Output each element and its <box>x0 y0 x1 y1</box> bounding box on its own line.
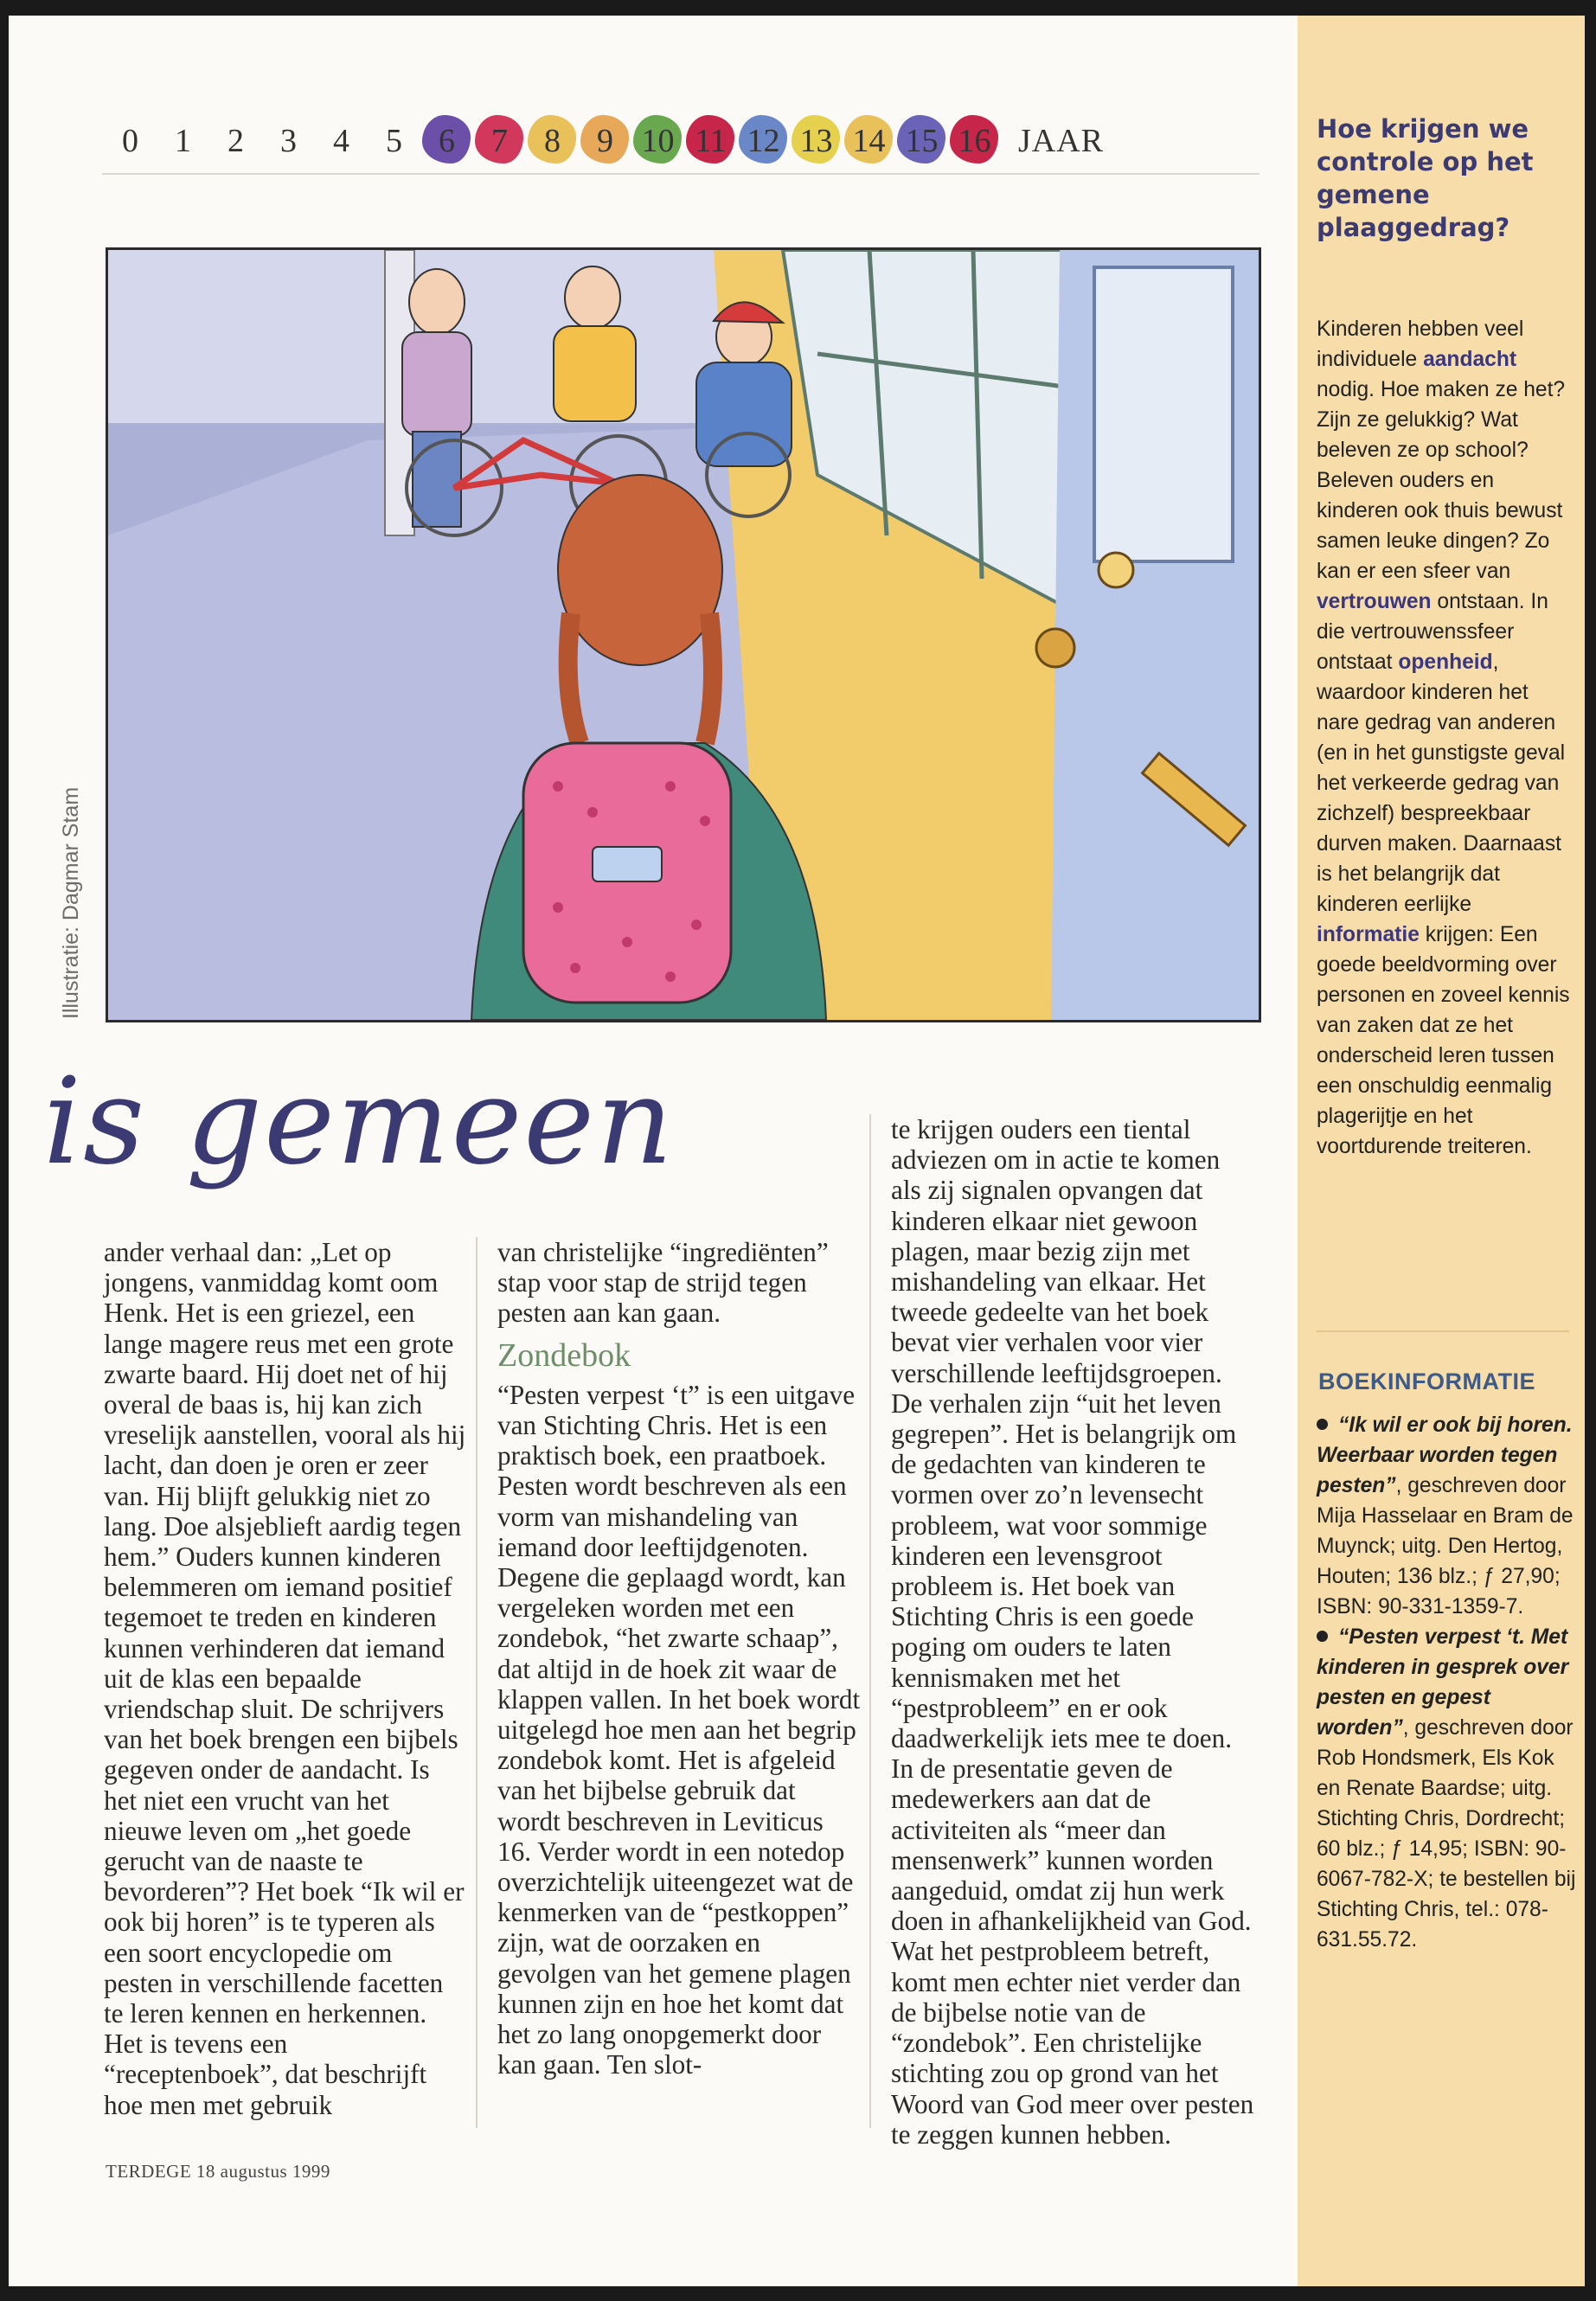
age-number <box>315 122 368 160</box>
age-number <box>895 122 948 160</box>
age-number <box>368 122 420 160</box>
book-list <box>1317 1410 1578 1955</box>
article-column-1 <box>104 1237 467 2120</box>
age-number-label: 5 <box>386 123 402 159</box>
age-number <box>737 122 790 160</box>
age-number-label: 10 <box>641 123 675 159</box>
subheading: Zondebok <box>497 1336 631 1374</box>
age-scale-rule <box>102 173 1259 175</box>
age-number <box>579 122 631 160</box>
age-number-label: 3 <box>280 123 297 159</box>
sidebar-text: krijgen: Een goede beeldvorming over personen en zoveel kennis van zaken dat ze het onderscheid leren tussen een onschuldig eenmalig plagerijtje en het voortdurende treiteren. <box>1317 923 1570 1158</box>
age-number-label: 4 <box>333 123 349 159</box>
highlight-term: informatie <box>1317 923 1420 946</box>
headline: is gemeen <box>43 1052 675 1191</box>
book-title: “Ik wil er ook bij horen. Weerbaar worden tegen pesten” <box>1317 1413 1573 1497</box>
column-divider <box>476 1237 478 2128</box>
age-unit-label: JAAR <box>1018 123 1105 159</box>
age-number <box>526 122 579 160</box>
article-column-2 <box>497 1237 861 2080</box>
book-details: , geschreven door Rob Hondsmerk, Els Kok en Renate Baardse; uitg. Stichting Chris, Dordrecht; 60 blz.; ƒ 14,95; ISBN: 90-6067-782-X; te bestellen bij Stichting Chris, tel.: 078-631.55.72. <box>1317 1716 1576 1952</box>
age-number <box>631 122 684 160</box>
sidebar-text: nodig. Hoe maken ze het? Zijn ze gelukkig? Wat beleven ze op school? Beleven ouders en kinderen ook thuis bewust samen leuke dingen? Zo kan er een sfeer van <box>1317 378 1566 583</box>
book-details: , geschreven door Mija Hasselaar en Bram de Muynck; uitg. Den Hertog, Houten; 136 blz.; ƒ 27,90; ISBN: 90-331-1359-7. <box>1317 1474 1574 1618</box>
column-text: van christelijke “ingrediënten” stap voor stap de strijd tegen pesten aan kan gaan. <box>497 1237 829 1329</box>
bullet-icon <box>1317 1419 1328 1430</box>
age-number <box>420 122 473 160</box>
book-entry <box>1317 1622 1578 1955</box>
age-number <box>790 122 843 160</box>
sidebar-text: , waardoor kinderen het nare gedrag van anderen (en in het gunstigste geval het verkeerde gedrag van zichzelf) bespreekbaar durven maken. Daarnaast is het belangrijk dat kinderen eerlijke <box>1317 651 1566 916</box>
age-number-label: 2 <box>228 123 244 159</box>
highlight-term: aandacht <box>1423 348 1517 371</box>
book-entry <box>1317 1410 1578 1622</box>
age-number <box>209 122 262 160</box>
publication-footer: TERDEGE 18 augustus 1999 <box>106 2161 330 2182</box>
age-number <box>684 122 737 160</box>
age-number <box>473 122 526 160</box>
age-number <box>157 122 209 160</box>
age-number-label: 6 <box>439 123 455 159</box>
article-column-3 <box>891 1114 1254 2150</box>
age-number <box>843 122 895 160</box>
sidebar-text: ontstaan. In die vertrouwenssfeer ontstaat <box>1317 590 1548 674</box>
age-number-label: 12 <box>747 123 780 159</box>
age-number <box>948 122 1001 160</box>
column-text: “Pesten verpest ‘t” is een uitgave van Stichting Chris. Het is een praktisch boek, een praatboek. Pesten wordt beschreven als een vorm van mishandeling van iemand door leeftijdgenoten. Degene die geplaagd wordt, kan vergeleken worden met een zondebok, “het zwarte schaap”, dat altijd in de hoek zit waar de klappen vallen. In het boek wordt uitgelegd hoe men aan het begrip zondebok komt. Het is afgeleid van het bijbelse gebruik dat wordt beschreven in Leviticus 16. Verder wordt in een notedop overzichtelijk uiteengezet wat de kenmerken van de “pestkoppen” zijn, wat de oorzaken en gevolgen van het gemene plagen kunnen zijn en hoe het komt dat het zo lang onopgemerkt door kan gaan. Ten slot- <box>497 1379 861 2080</box>
age-number <box>262 122 315 160</box>
magazine-page <box>9 16 1585 2286</box>
sidebar <box>1298 16 1585 2286</box>
age-number-label: 13 <box>799 123 833 159</box>
illustration <box>106 247 1261 1022</box>
bullet-icon <box>1317 1631 1328 1642</box>
sidebar-body <box>1317 314 1576 1162</box>
age-scale <box>104 111 1246 171</box>
illustration-drawing <box>108 250 1259 1020</box>
age-number-label: 0 <box>122 123 138 159</box>
age-number-label: 1 <box>175 123 191 159</box>
age-number-label: 16 <box>958 123 991 159</box>
sidebar-title: Hoe krijgen we controle op het gemene plaaggedrag? <box>1317 114 1534 242</box>
book-info-heading: BOEKINFORMATIE <box>1318 1368 1535 1394</box>
highlight-term: vertrouwen <box>1317 590 1432 613</box>
column-divider <box>869 1114 871 2128</box>
age-number-label: 9 <box>597 123 613 159</box>
highlight-term: openheid <box>1398 651 1493 674</box>
sidebar-divider <box>1317 1330 1569 1332</box>
age-number-label: 14 <box>852 123 886 159</box>
age-number <box>104 122 157 160</box>
age-number-label: 11 <box>695 123 727 159</box>
age-number-label: 8 <box>544 123 561 159</box>
column-text: te krijgen ouders een tiental adviezen om in actie te komen als zij signalen opvangen dat kinderen elkaar niet gewoon plagen, maar bezig zijn met mishandeling van elkaar. Het tweede gedeelte van het boek bevat vier verhalen voor vier verschillende leeftijdsgroepen. De verhalen zijn “uit het leven gegrepen”. Het is belangrijk om de gedachten van kinderen te vormen over zo’n levensecht probleem, wat voor sommige kinderen een levensgroot probleem is. Het boek van Stichting Chris is een goede poging om ouders te laten kennismaken met het “pestprobleem” en er ook daadwerkelijk iets mee te doen. In de presentatie geven de medewerkers aan dat de activiteiten als “meer dan mensenwerk” kunnen worden aangeduid, omdat zij hun werk doen in afhankelijkheid van God. Wat het pestprobleem betreft, komt men echter niet verder dan de bijbelse notie van de “zondebok”. Een christelijke stichting zou op grond van het Woord van God meer over pesten te zeggen kunnen hebben. <box>891 1114 1254 2150</box>
age-number-label: 15 <box>905 123 939 159</box>
age-number-label: 7 <box>491 123 508 159</box>
column-text: ander verhaal dan: „Let op jongens, vanmiddag komt oom Henk. Het is een griezel, een lange magere reus met een grote zwarte baard. Hij doet net of hij overal de baas is, hij kan zich vreselijk aanstellen, vooral als hij lacht, dan doen je oren er zeer van. Hij blijft gelukkig niet zo lang. Doe alsjeblieft aardig tegen hem.” Ouders kunnen kinderen belemmeren om iemand positief tegemoet te treden en kinderen kunnen verhinderen dat iemand uit de klas een bepaalde vriendschap sluit. De schrijvers van het boek brengen een bijbels gegeven onder de aandacht. Is het niet een vrucht van het nieuwe leven om „het goede gerucht van de naaste te bevorderen”? Het boek “Ik wil er ook bij horen” is te typeren als een soort encyclopedie om pesten in verschillende facetten te leren kennen en herkennen. Het is tevens een “receptenboek”, dat beschrijft hoe men met gebruik <box>104 1237 466 2120</box>
sidebar-text: Kinderen hebben veel individuele <box>1317 317 1524 371</box>
book-title: “Pesten verpest ‘t. Met kinderen in gesprek over pesten en gepest worden” <box>1317 1625 1569 1740</box>
illustration-credit: Illustratie: Dagmar Stam <box>59 786 83 1019</box>
